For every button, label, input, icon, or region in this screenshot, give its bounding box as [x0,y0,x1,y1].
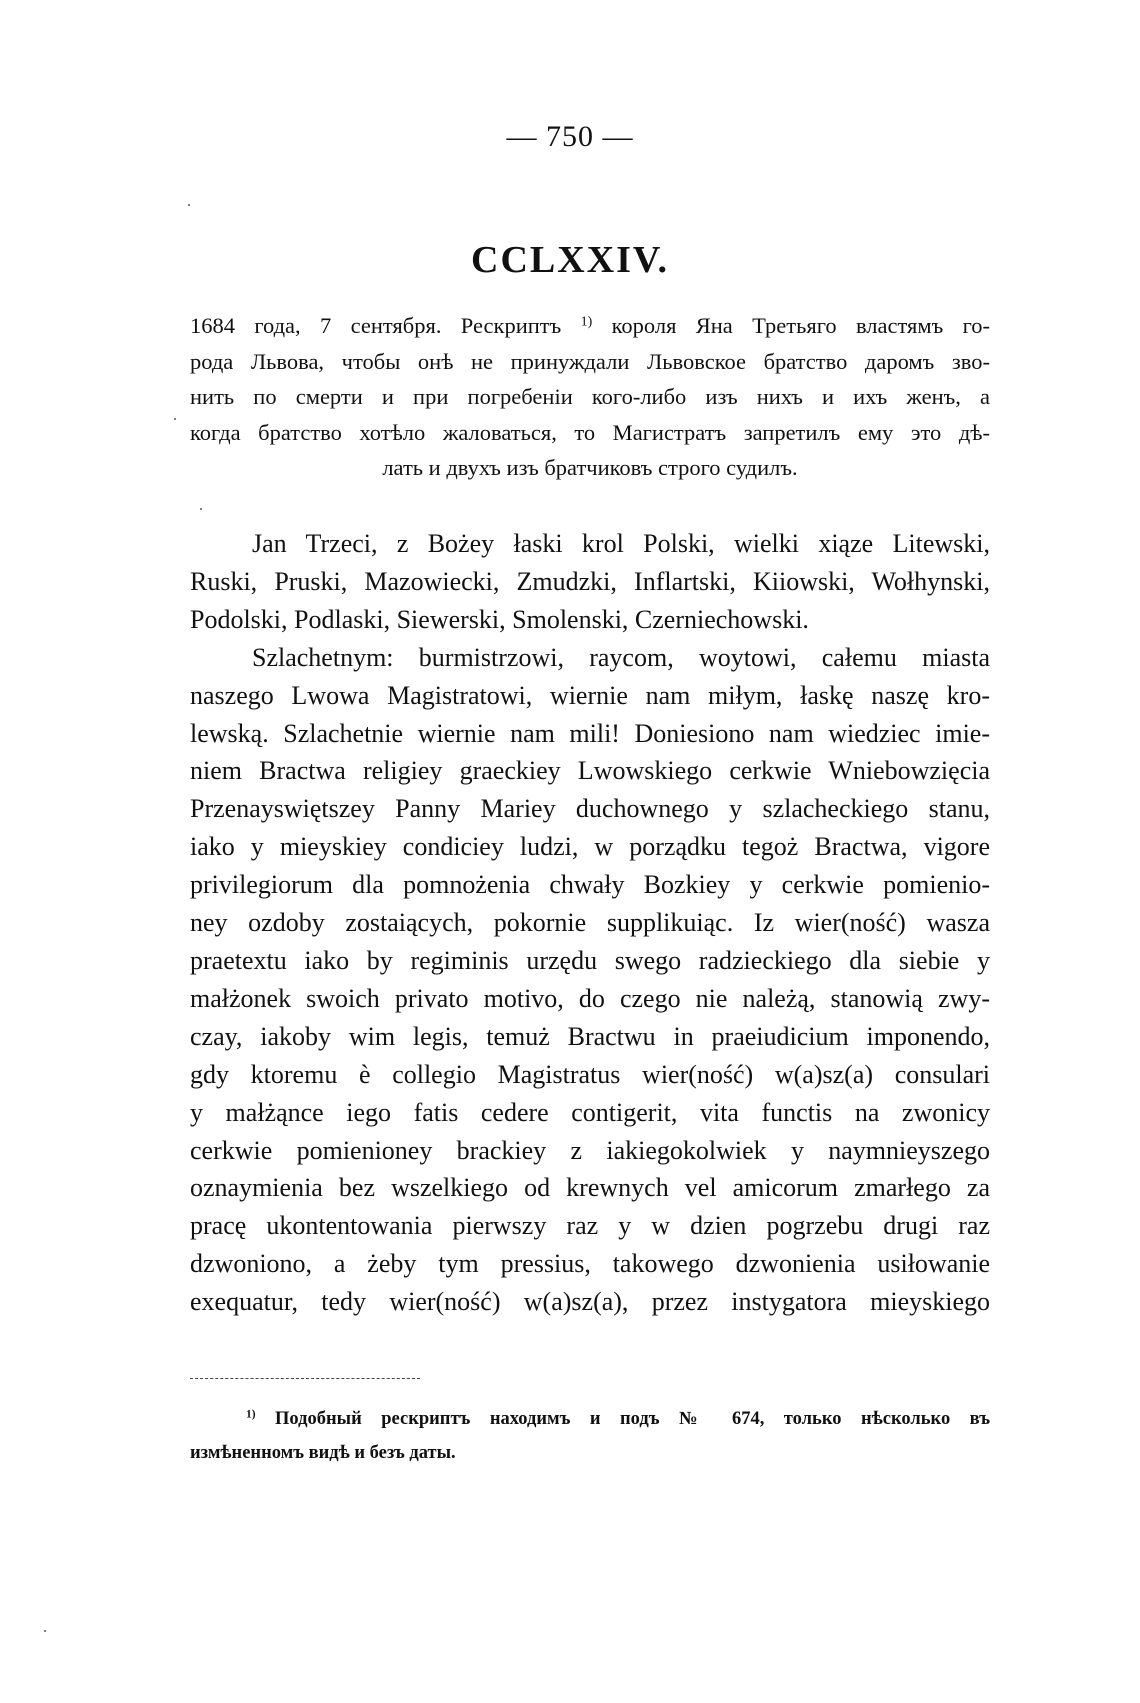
scan-speck [200,508,202,510]
body-line: ney ozdoby zostaiących, pokornie supplikuiąc. Iz wier(ność) wasza [190,908,990,938]
body-line: privilegiorum dla pomnożenia chwały Bozkiey y cerkwie pomienio- [190,870,990,900]
scan-speck [188,204,190,206]
body-line: pracę ukontentowania pierwszy raz y w dzien pogrzebu drugi raz [190,1211,990,1241]
document-summary [190,308,990,486]
body-line: Szlachetnym: burmistrzowi, raycom, woytowi, całemu miasta [252,642,990,672]
summary-line: лать и двухъ изъ братчиковъ строго судилъ. [382,455,798,480]
summary-line-start: 1684 года, 7 сентября. Рескриптъ [190,313,562,338]
body-line: Przenayswiętszey Panny Mariey duchownego y szlacheckiego stanu, [190,794,990,824]
body-line: y małżąnce iego fatis cedere contigerit, vita functis na zwonicy [190,1097,990,1127]
body-line: iako y mieyskiey condiciey ludzi, w porządku tegoż Bractwa, vigore [190,832,990,862]
body-line: Jan Trzeci, z Bożey łaski krol Polski, wielki xiąze Litewski, [252,529,990,558]
summary-line-end: короля Яна Третьяго властямъ го- [611,313,990,338]
footnote-text: Подобный рескриптъ находимъ и подъ № 674, только нѣсколько въ [275,1409,990,1429]
body-line: małżonek swoich privato motivo, do czego nie należą, stanowią zwy- [190,983,990,1013]
body-line: cerkwie pomienioney brackiey z iakiegokolwiek y naymnieyszego [190,1135,990,1165]
footnote-line [190,1402,990,1436]
summary-line: нить по смерти и при погребеніи кого-либо изъ нихъ и ихъ женъ, а [190,384,990,409]
body-line: lewską. Szlachetnie wiernie nam mili! Doniesiono nam wiedziec imie- [190,718,990,748]
footnote-line: измѣненномъ видѣ и безъ даты. [190,1443,456,1463]
page-number: — 750 — [506,120,634,153]
body-line: Podolski, Podlaski, Siewerski, Smolenski, Czerniechowski. [190,604,809,634]
summary-line: рода Львова, чтобы онѣ не принуждали Львовское братство даромъ зво- [190,348,990,374]
summary-line [190,308,990,344]
body-line: czay, iakoby wim legis, temuż Bractwu in praeiudicium imponendo, [190,1021,990,1051]
footnote-divider [190,1378,420,1379]
body-line: exequatur, tedy wier(ność) w(a)sz(a), przez instygatora mieyskiego [190,1287,990,1317]
footnote-reference: 1) [580,314,593,330]
summary-line: когда братство хотѣло жаловаться, то Магистратъ запретилъ ему это дѣ- [190,419,990,445]
scan-speck [44,1630,46,1632]
footnote [190,1402,990,1470]
document-body [190,525,990,1321]
body-line: naszego Lwowa Magistratowi, wiernie nam miłym, łaskę naszę kro- [190,680,990,710]
body-line: gdy ktoremu è collegio Magistratus wier(ność) w(a)sz(a) consulari [190,1059,990,1089]
body-line: dzwoniono, a żeby tym pressius, takowego dzwonienia usiłowanie [190,1249,990,1279]
body-line: praetextu iako by regiminis urzędu swego radzieckiego dla siebie y [190,945,990,975]
body-line: Ruski, Pruski, Mazowiecki, Zmudzki, Inflartski, Kiiowski, Wołhynski, [190,566,990,596]
body-line: oznaymienia bez wszelkiego od krewnych vel amicorum zmarłego za [190,1173,990,1203]
body-line: niem Bractwa religiey graeckiey Lwowskiego cerkwie Wniebowzięcia [190,756,990,786]
document-number-heading: CCLXXIV. [471,239,669,281]
scan-speck [174,418,176,420]
footnote-mark: 1) [246,1408,256,1421]
